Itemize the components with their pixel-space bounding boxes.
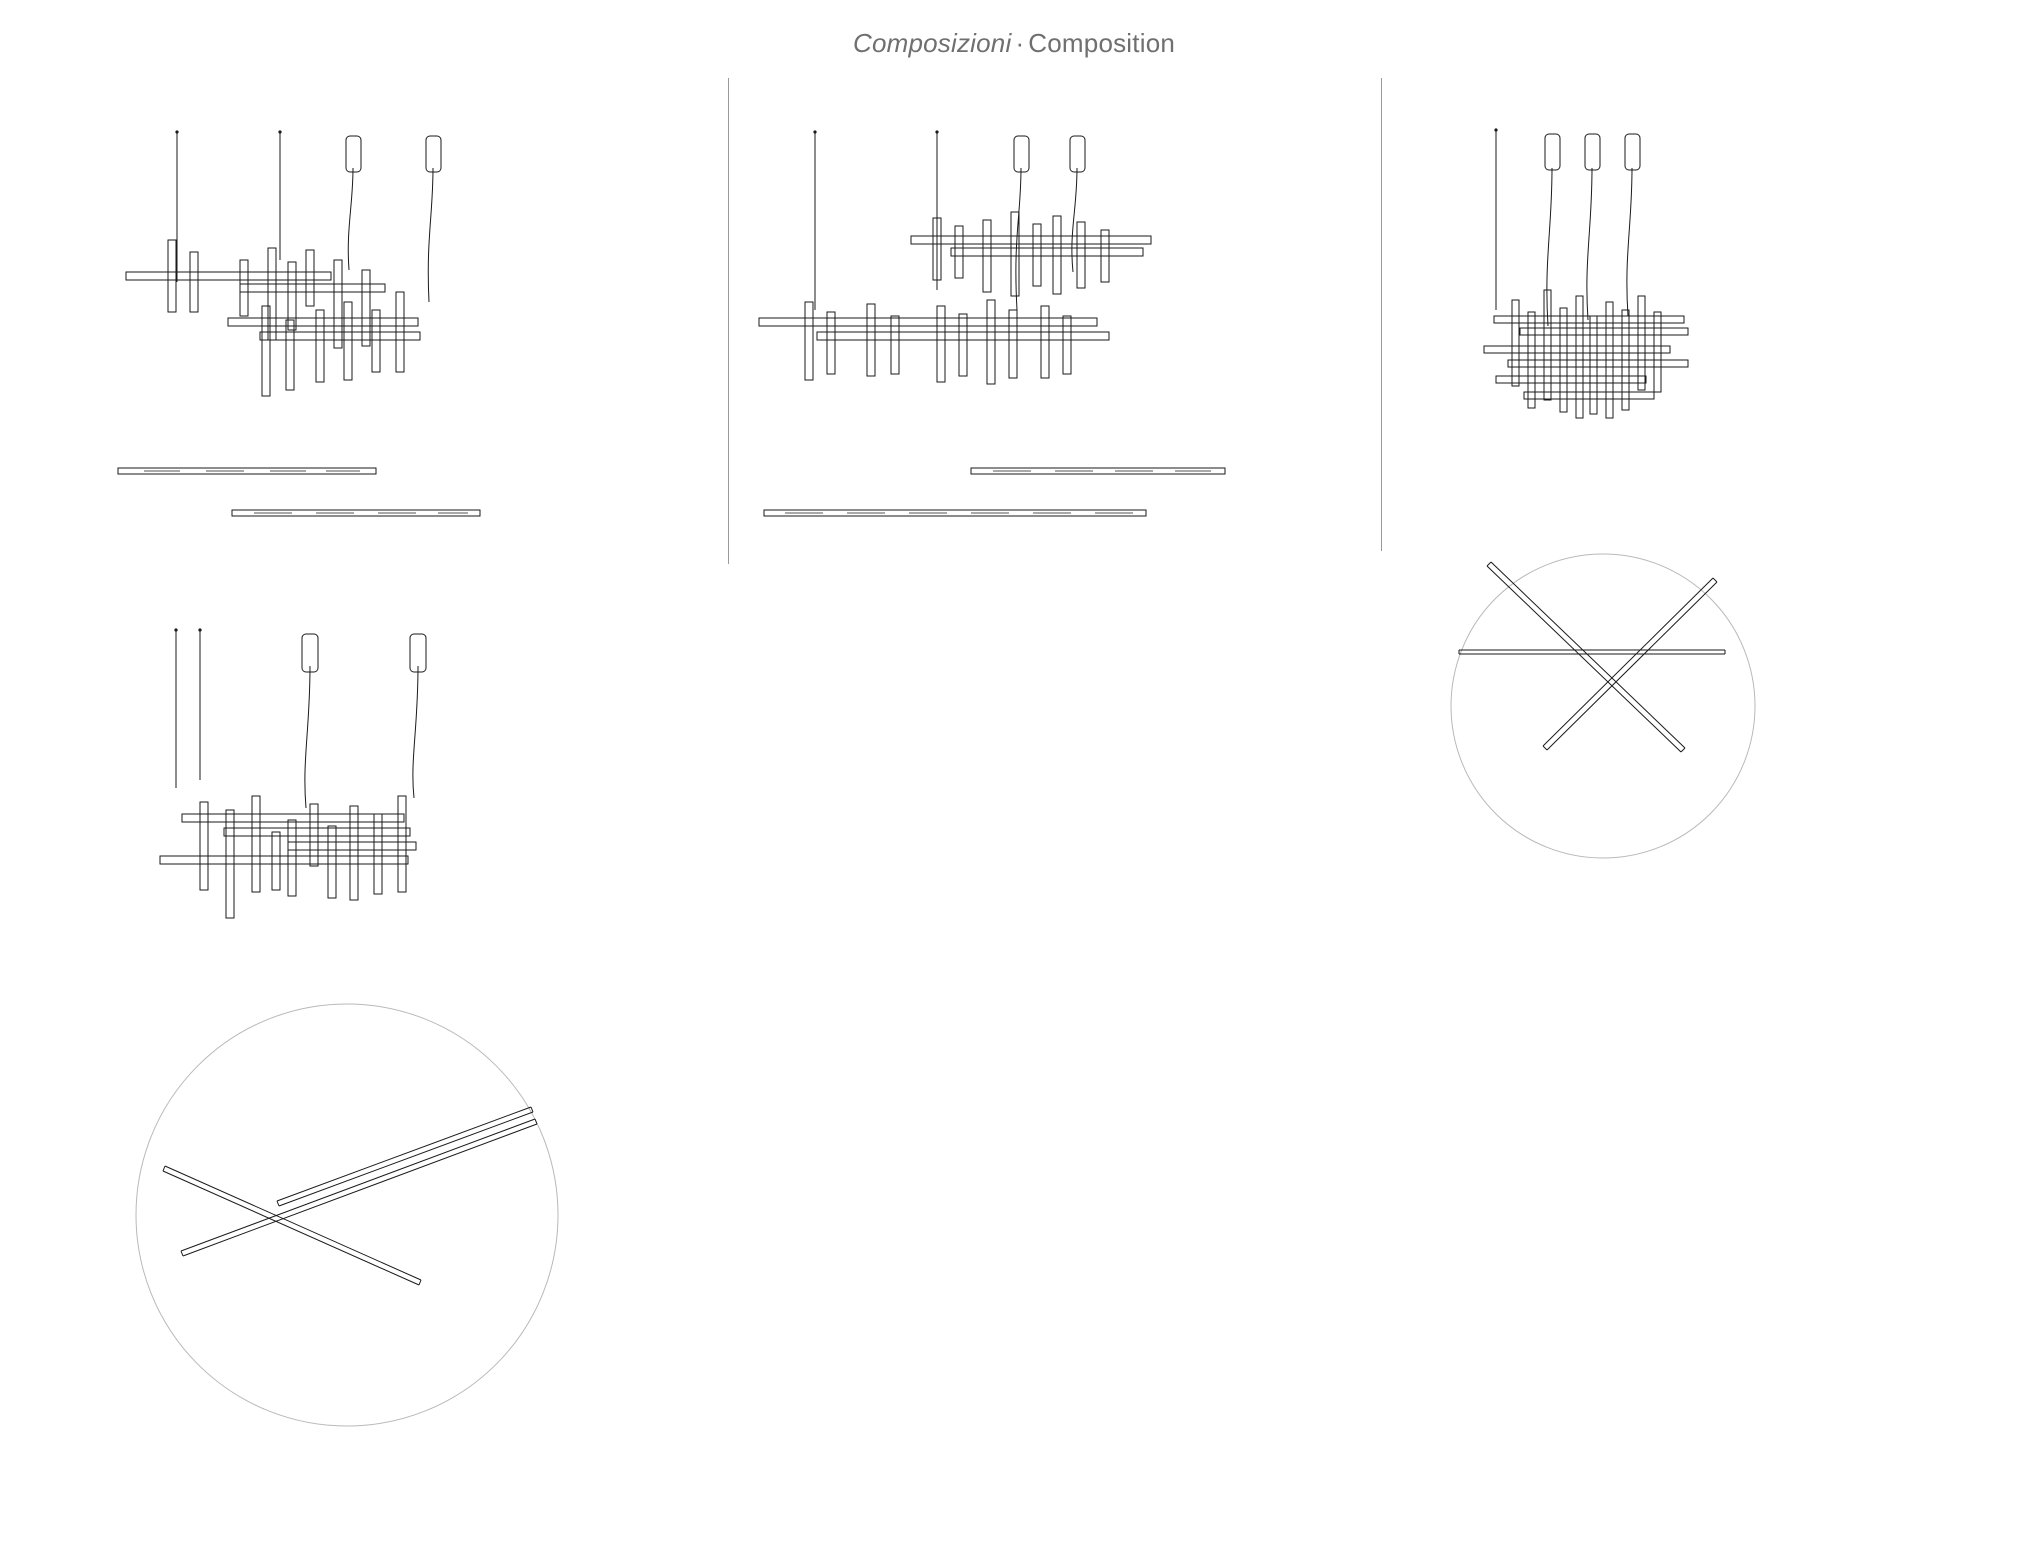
crossed-rod-a <box>1487 562 1685 752</box>
detail-boundary-circle <box>136 1004 558 1426</box>
cable-tips <box>174 628 201 631</box>
horizontal-rods-upper <box>126 272 385 292</box>
suspension-cables <box>176 630 418 808</box>
composition-mid-left <box>160 620 560 1000</box>
plan-view-bars <box>118 468 480 516</box>
crossed-rod-a <box>163 1166 421 1285</box>
canopy-boxes <box>1014 136 1085 172</box>
canopy-boxes <box>346 136 441 172</box>
detail-boundary-circle <box>1451 554 1755 858</box>
divider-2 <box>1381 78 1382 551</box>
composition-top-right <box>1480 120 1820 520</box>
canopy-boxes <box>1545 134 1640 170</box>
plan-view-bars <box>764 468 1225 516</box>
horizontal-rods-upper <box>911 236 1151 256</box>
divider-1 <box>728 78 729 564</box>
horizontal-rod <box>1459 650 1725 654</box>
page-title <box>0 28 2028 59</box>
horizontal-rods-lower <box>759 318 1109 340</box>
cable-tips <box>175 130 281 133</box>
horizontal-rods <box>1484 316 1688 399</box>
cable-tips <box>1494 128 1497 131</box>
vertical-rods-lower <box>805 300 1071 384</box>
crossed-rod-c <box>277 1107 533 1206</box>
composition-top-left <box>120 120 560 570</box>
canopy-boxes <box>302 634 426 672</box>
suspension-cables <box>815 132 1077 310</box>
page-title-roman: Composition <box>1028 28 1176 58</box>
crossed-rod-b <box>181 1119 537 1256</box>
detail-circle-crossed-rods-right <box>1443 546 1763 866</box>
crossed-rod-b <box>1543 578 1717 750</box>
suspension-cables <box>1496 130 1632 326</box>
detail-circle-crossed-rods-left <box>127 995 567 1435</box>
page-title-italic: Composizioni <box>852 28 1012 58</box>
vertical-rods-lower <box>262 292 404 396</box>
suspension-cables <box>177 132 433 302</box>
vertical-rods-upper <box>933 212 1109 296</box>
cable-tips <box>813 130 938 133</box>
page-title-separator: · <box>1015 28 1025 58</box>
composition-top-center <box>755 120 1225 550</box>
